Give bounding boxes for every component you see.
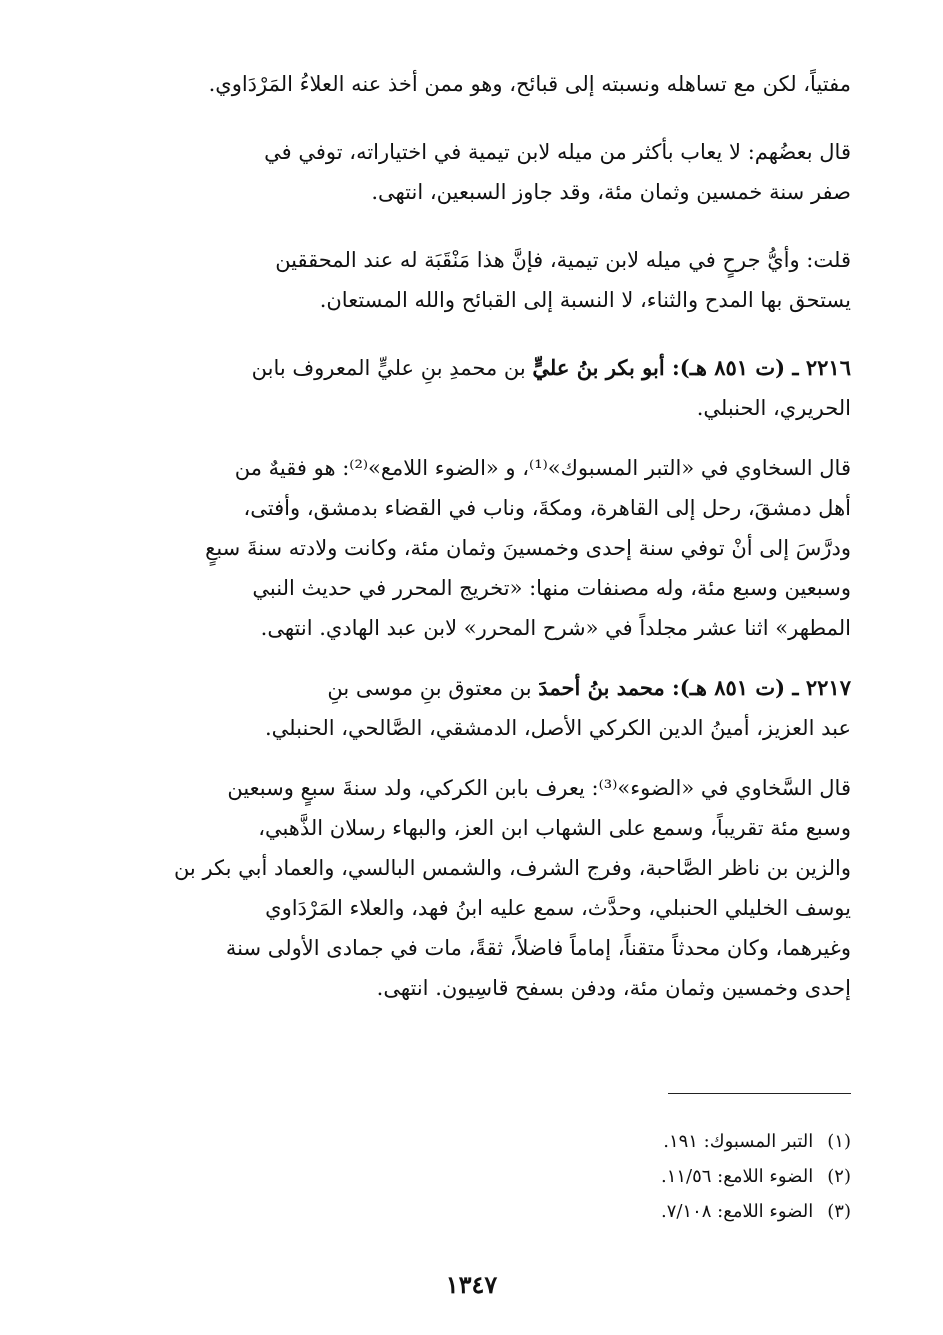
entry-heading: ٢٢١٦ ـ (ت ٨٥١ هـ): أبو بكر بنُ عليٍّ	[532, 355, 851, 380]
footnotes	[104, 1124, 851, 1229]
text-line: صفر سنة خمسين وثمان مئة، وقد جاوز السبعين، انتهى.	[371, 180, 851, 204]
footnote-number: (١)	[827, 1131, 851, 1152]
biography-entry-2216	[104, 348, 851, 428]
paragraph-intro-continuation	[104, 64, 851, 104]
text-line: أهل دمشقَ، رحل إلى القاهرة، ومكةَ، وناب في القضاء بدمشق، وأفتى،	[243, 496, 851, 520]
paragraph-some-said	[104, 132, 851, 212]
entry-heading: ٢٢١٧ ـ (ت ٨٥١ هـ): محمد بنُ أحمدَ	[538, 675, 851, 700]
text-line: قال بعضُهم: لا يعاب بأكثر من ميله لابن تيمية في اختياراته، توفي في	[264, 140, 851, 164]
text-line: مفتياً، لكن مع تساهله ونسبته إلى قبائح، وهو ممن أخذ عنه العلاءُ المَرْدَاوي.	[208, 72, 851, 96]
text-line: قلت: وأيُّ جرحٍ في ميله لابن تيمية، فإنَّ هذا مَنْقَبَة له عند المحققين	[275, 248, 851, 272]
text-line: يستحق بها المدح والثناء، لا النسبة إلى القبائح والله المستعان.	[319, 288, 851, 312]
text-line: وسبع مئة تقريباً، وسمع على الشهاب ابن العز، والبهاء رسلان الذَّهبي،	[258, 816, 851, 840]
paragraph-sakhawi-2216	[104, 448, 851, 648]
footnote-item	[104, 1194, 851, 1229]
text-line: عبد العزيز، أمينُ الدين الكركي الأصل، الدمشقي، الصَّالحي، الحنبلي.	[264, 716, 851, 740]
text-line: إحدى وخمسين وثمان مئة، ودفن بسفح قاسِيون. انتهى.	[376, 976, 851, 1000]
paragraph-sakhawi-2217	[104, 768, 851, 1008]
footnote-text: الضوء اللامع: ٧/١٠٨.	[660, 1201, 814, 1222]
text-line: وسبعين وسبع مئة، وله مصنفات منها: «تخريج المحرر في حديث النبي	[252, 576, 851, 600]
footnote-number: (٢)	[827, 1166, 851, 1187]
text-line: بن معتوق بنِ موسى بنِ	[327, 676, 539, 700]
text-line: الحريري، الحنبلي.	[696, 396, 851, 420]
text-line: المطهر» اثنا عشر مجلداً في «شرح المحرر» لابن عبد الهادي. انتهى.	[260, 616, 851, 640]
page-number: ١٣٤٧	[445, 1270, 498, 1299]
text-line: يوسف الخليلي الحنبلي، وحدَّث، سمع عليه ابنُ فهد، والعلاء المَرْدَاوي	[265, 896, 851, 920]
paragraph-author-comment	[104, 240, 851, 320]
text-line: قال السخاوي في «التبر المسبوك»⁽¹⁾، و «الضوء اللامع»⁽²⁾: هو فقيهٌ من	[234, 456, 851, 480]
text-line: والزين بن ناظر الصَّاحبة، وفرج الشرف، والشمس البالسي، والعماد أبي بكر بن	[173, 856, 851, 880]
footnote-item	[104, 1159, 851, 1194]
footnote-text: التبر المسبوك: ١٩١.	[663, 1131, 814, 1152]
footnote-number: (٣)	[827, 1201, 851, 1222]
footnote-item	[104, 1124, 851, 1159]
biography-entry-2217	[104, 668, 851, 748]
text-line: بن محمدِ بنِ عليٍّ المعروف بابن	[251, 356, 533, 380]
footnote-separator	[668, 1093, 851, 1094]
text-line: وغيرهما، وكان محدثاً متقناً، إماماً فاضلاً، ثقةً، مات في جمادى الأولى سنة	[225, 936, 851, 960]
text-line: قال السَّخاوي في «الضوء»⁽³⁾: يعرف بابن الكركي، ولد سنةَ سبعٍ وسبعين	[227, 776, 851, 800]
footnote-text: الضوء اللامع: ١١/٥٦.	[660, 1166, 814, 1187]
text-line: ودرَّسَ إلى أنْ توفي سنة إحدى وخمسينَ وثمان مئة، وكانت ولادته سنةَ سبعٍ	[205, 536, 851, 560]
